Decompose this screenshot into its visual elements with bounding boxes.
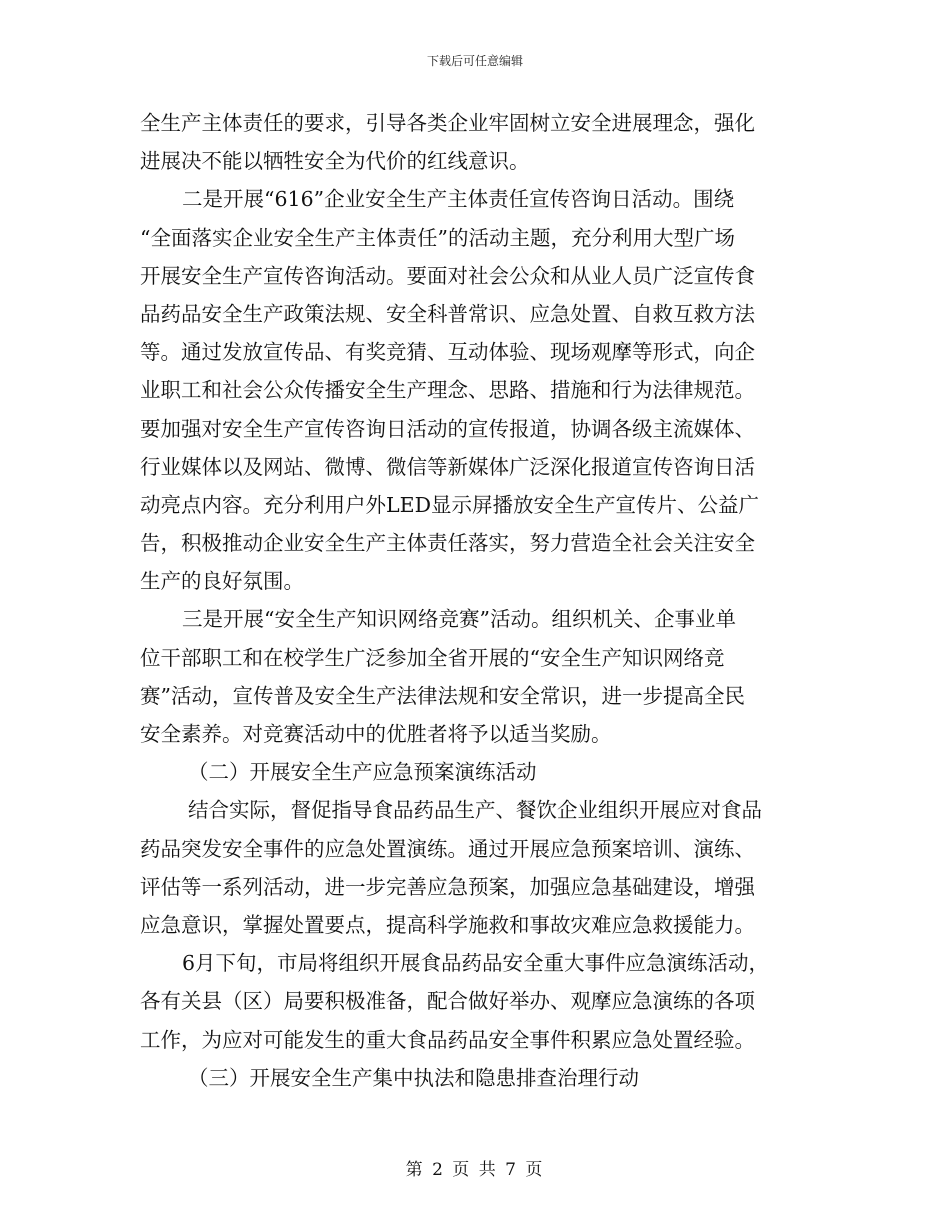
document-body <box>140 104 808 1097</box>
text-line: 评估等一系列活动，进一步完善应急预案，加强应急基础建设，增强 <box>140 874 755 899</box>
text-line: 安全素养。对竞赛活动中的优胜者将予以适当奖励。 <box>140 722 612 746</box>
text-line: 要加强对安全生产宣传咨询日活动的宣传报道，协调各级主流媒体、 <box>140 416 755 441</box>
text-line: 工作，为应对可能发生的重大食品药品安全事件积累应急处置经验。 <box>140 1027 755 1052</box>
paragraph-start: 结合实际，督促指导食品药品生产、餐饮企业组织开展应对食品 <box>188 798 762 823</box>
text-line: “全面落实企业安全生产主体责任”的活动主题，充分利用大型广场 <box>140 225 735 250</box>
page-footer: 第 2 页 共 7 页 <box>405 1160 545 1180</box>
text-line: 各有关县（区）局要积极准备，配合做好举办、观摩应急演练的各项 <box>140 989 755 1014</box>
text-line: 赛”活动，宣传普及安全生产法律法规和安全常识，进一步提高全民 <box>140 683 745 708</box>
paragraph-start: 三是开展“安全生产知识网络竞赛”活动。组织机关、企事业单 <box>182 607 736 632</box>
paragraph-start: 二是开展“616”企业安全生产主体责任宣传咨询日活动。围绕 <box>182 187 735 212</box>
text-line: 告，积极推动企业安全生产主体责任落实，努力营造全社会关注安全 <box>140 531 755 556</box>
section-heading: （二）开展安全生产应急预案演练活动 <box>188 760 537 785</box>
section-heading: （三）开展安全生产集中执法和隐患排查治理行动 <box>188 1065 639 1090</box>
page-header: 下载后可任意编辑 <box>426 54 523 68</box>
text-line: 等。通过发放宣传品、有奖竞猜、互动体验、现场观摩等形式，向企 <box>140 340 755 365</box>
text-line: 全生产主体责任的要求，引导各类企业牢固树立安全进展理念，强化 <box>140 111 755 135</box>
text-line: 业职工和社会公众传播安全生产理念、思路、措施和行为法律规范。 <box>140 378 755 403</box>
text-line: 开展安全生产宣传咨询活动。要面对社会公众和从业人员广泛宣传食 <box>140 263 755 288</box>
text-line: 品药品安全生产政策法规、安全科普常识、应急处置、自救互救方法 <box>140 301 755 326</box>
text-line: 动亮点内容。充分利用户外LED显示屏播放安全生产宣传片、公益广 <box>140 492 760 517</box>
text-line: 进展决不能以牺牲安全为代价的红线意识。 <box>140 149 530 174</box>
text-line: 位干部职工和在校学生广泛参加全省开展的“安全生产知识网络竞 <box>140 645 725 670</box>
text-line: 药品突发安全事件的应急处置演练。通过开展应急预案培训、演练、 <box>140 836 755 861</box>
text-line: 应急意识，掌握处置要点，提高科学施救和事故灾难应急救援能力。 <box>140 912 755 937</box>
paragraph-start: 6月下旬，市局将组织开展食品药品安全重大事件应急演练活动， <box>182 951 770 976</box>
text-line: 生产的良好氛围。 <box>140 569 304 594</box>
text-line: 行业媒体以及网站、微博、微信等新媒体广泛深化报道宣传咨询日活 <box>140 454 755 479</box>
